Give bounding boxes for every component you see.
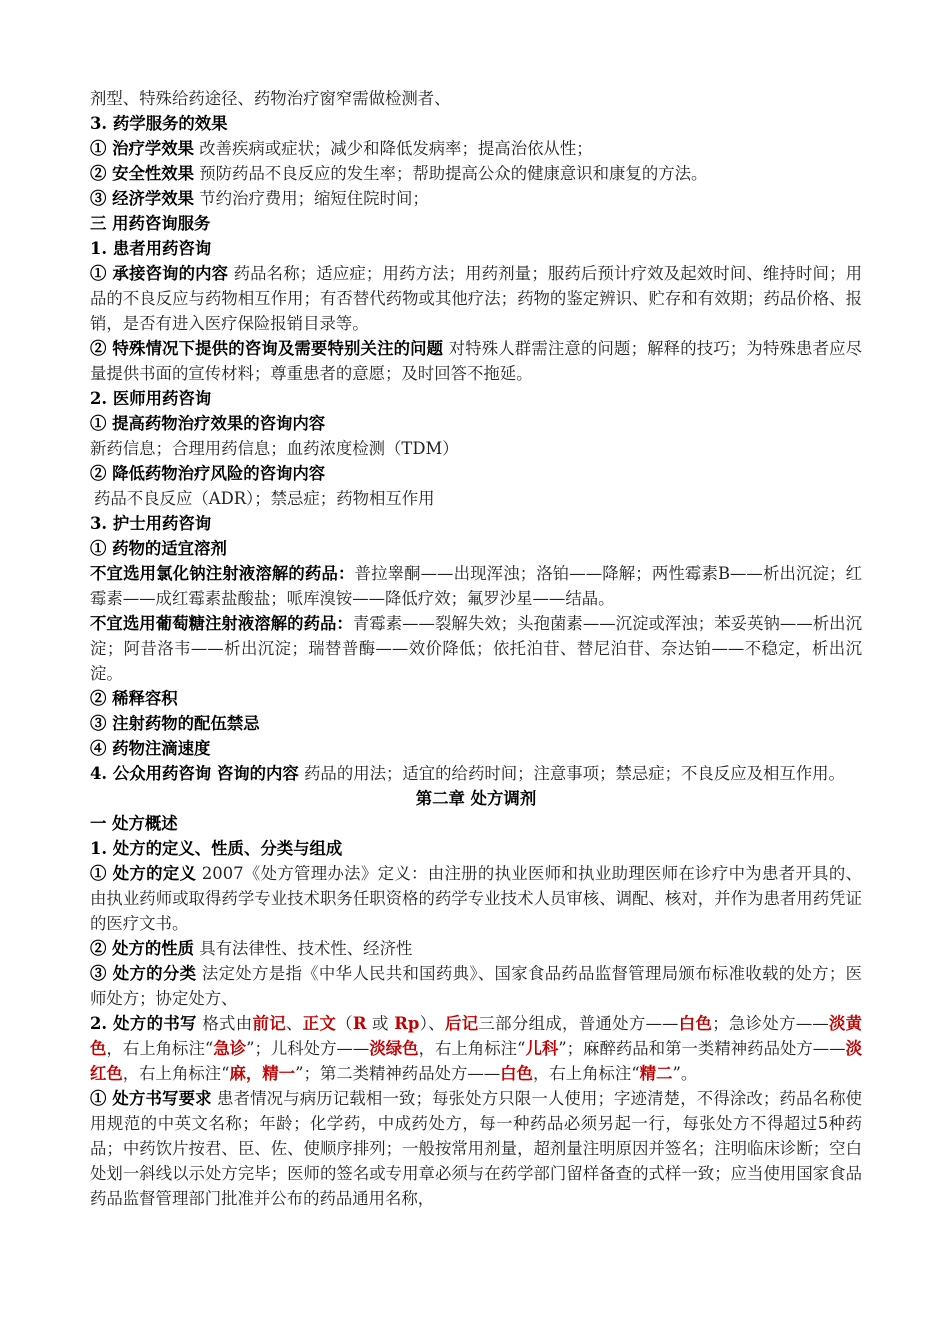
text-run: ，右上角标注“ xyxy=(418,1039,526,1058)
term-text: 预防药品不良反应的发生率；帮助提高公众的健康意识和康复的方法。 xyxy=(199,164,708,183)
term-label: ② 特殊情况下提供的咨询及需要特别关注的问题 xyxy=(90,339,444,358)
highlight-run: 白色 xyxy=(678,1014,713,1033)
term-text: 改善疾病或症状；减少和降低发病率；提高治依从性； xyxy=(199,139,593,158)
term-label: ③ 经济学效果 xyxy=(90,189,195,208)
highlight-run: 后记 xyxy=(444,1014,479,1033)
text-run: （ xyxy=(336,1014,353,1033)
term-text: 2007《处方管理办法》定义：由注册的执业医师和执业助理医师在诊疗中为患者开具的、由执业药师或取得药学专业技术职务任职资格的药学专业技术人员审核、调配、核对，并作为患者用药凭证的医疗文书。 xyxy=(90,864,862,933)
term-label: ② 安全性效果 xyxy=(90,164,195,183)
text-run: ，右上角标注“ xyxy=(106,1039,214,1058)
highlight-run: 淡绿色 xyxy=(369,1039,419,1058)
term-label: ① 治疗学效果 xyxy=(90,139,195,158)
section-heading: 1. 患者用药咨询 xyxy=(90,239,212,258)
text-run: ”。 xyxy=(672,1064,698,1083)
section-heading: 3. 药学服务的效果 xyxy=(90,114,228,133)
highlight-run: 淡红色 xyxy=(90,1039,862,1083)
term-text: 节约治疗费用；缩短住院时间； xyxy=(199,189,429,208)
text-line xyxy=(90,161,862,186)
highlight-run: 白色 xyxy=(500,1064,533,1083)
section-heading: 一 处方概述 xyxy=(90,814,178,833)
term-text: 普拉睾酮——出现浑浊；洛铂——降解；两性霉素B——析出沉淀；红霉素——成红霉素盐酸盐；哌库溴铵——降低疗效；氟罗沙星——结晶。 xyxy=(90,564,862,608)
text-paragraph xyxy=(90,1086,862,1211)
text-line: 药品不良反应（ADR）；禁忌症；药物相互作用 xyxy=(94,489,435,508)
highlight-run: 急诊 xyxy=(213,1039,247,1058)
text-run: ，右上角标注“ xyxy=(532,1064,640,1083)
text-line xyxy=(90,936,862,961)
sub-heading: ② 稀释容积 xyxy=(90,689,178,708)
text-run: ，右上角标注“ xyxy=(122,1064,230,1083)
text-line xyxy=(90,186,862,211)
text-paragraph xyxy=(90,561,862,611)
term-text: 药品名称；适应症；用药方法；用药剂量；服药后预计疗效及起效时间、维持时间；用品的不良反应与药物相互作用；有否替代药物或其他疗法；药物的鉴定辨识、贮存和有效期；药品价格、报销，是否有进入医疗保险报销目录等。 xyxy=(90,264,863,333)
text-paragraph xyxy=(90,961,862,1011)
text-run: ；急诊处方—— xyxy=(712,1014,829,1033)
text-paragraph xyxy=(90,1011,862,1086)
term-text: 药品的用法；适宜的给药时间；注意事项；禁忌症；不良反应及相互作用。 xyxy=(304,764,845,783)
term-text: 患者情况与病历记载相一致；每张处方只限一人使用；字迹清楚，不得涂改；药品名称使用规范的中英文名称；年龄；化学药，中成药处方，每一种药品必须另起一行，每张处方不得超过5种药品；中药饮片按君、臣、佐、使顺序排列；一般按常用剂量，超剂量注明原因并签名；注明临床诊断；空白处划一斜线以示处方完毕；医师的签名或专用章必须与在药学部门留样备查的式样一致；应当使用国家食品药品监督管理部门批准并公布的药品通用名称， xyxy=(90,1089,862,1208)
sub-heading: ① 药物的适宜溶剂 xyxy=(90,539,227,558)
text-run: ”；第二类精神药品处方—— xyxy=(295,1064,501,1083)
term-label: 4. 公众用药咨询 咨询的内容 xyxy=(90,764,299,783)
section-heading: 三 用药咨询服务 xyxy=(90,214,211,233)
term-label: ① 承接咨询的内容 xyxy=(90,264,229,283)
section-heading: 1. 处方的定义、性质、分类与组成 xyxy=(90,839,343,858)
term-text: 对特殊人群需注意的问题；解释的技巧；为特殊患者应尽量提供书面的宣传材料；尊重患者的意愿；及时回答不拖延。 xyxy=(90,339,862,383)
text-run: 三部分组成，普通处方—— xyxy=(478,1014,679,1033)
highlight-run: 精二 xyxy=(639,1064,673,1083)
highlight-run: R xyxy=(352,1014,367,1033)
term-label: 不宜选用葡萄糖注射液溶解的药品： xyxy=(90,614,353,633)
text-run: ）、 xyxy=(419,1014,445,1033)
highlight-run: 麻，精一 xyxy=(229,1064,296,1083)
text-run: ”；麻醉药品和第一类精神药品处方—— xyxy=(558,1039,846,1058)
section-heading: 3. 护士用药咨询 xyxy=(90,514,212,533)
term-label: ② 处方的性质 xyxy=(90,939,195,958)
text-run: 格式由 xyxy=(202,1014,253,1033)
text-paragraph xyxy=(90,761,862,786)
document-page xyxy=(90,86,862,1211)
highlight-run: 正文 xyxy=(302,1014,337,1033)
chapter-title: 第二章 处方调剂 xyxy=(415,789,537,808)
text-run: ”；儿科处方—— xyxy=(246,1039,370,1058)
text-paragraph xyxy=(90,261,862,336)
text-paragraph xyxy=(90,336,862,386)
section-heading: 2. 医师用药咨询 xyxy=(90,389,212,408)
highlight-run: 儿科 xyxy=(525,1039,559,1058)
text-line xyxy=(90,136,862,161)
term-text: 法定处方是指《中华人民共和国药典》、国家食品药品监督管理局颁布标准收载的处方；医师处方；协定处方、 xyxy=(90,964,862,1008)
text-paragraph xyxy=(90,611,862,686)
term-label: 2. 处方的书写 xyxy=(90,1014,197,1033)
text-line: 新药信息；合理用药信息；血药浓度检测（TDM） xyxy=(90,439,459,458)
text-run: 、 xyxy=(285,1014,303,1033)
text-run: 或 xyxy=(366,1014,395,1033)
highlight-run: 前记 xyxy=(252,1014,286,1033)
term-text: 青霉素——裂解失效；头孢菌素——沉淀或浑浊；苯妥英钠——析出沉淀；阿昔洛韦——析出沉淀；瑞替普酶——效价降低；依托泊苷、替尼泊苷、奈达铂——不稳定，析出沉淀。 xyxy=(90,614,862,683)
text-line: 剂型、特殊给药途径、药物治疗窗窄需做检测者、 xyxy=(90,89,451,108)
sub-heading: ④ 药物注滴速度 xyxy=(90,739,211,758)
term-label: ① 处方书写要求 xyxy=(90,1089,212,1108)
sub-heading: ③ 注射药物的配伍禁忌 xyxy=(90,714,260,733)
term-label: ① 处方的定义 xyxy=(90,864,197,883)
term-label: 不宜选用氯化钠注射液溶解的药品： xyxy=(90,564,355,583)
highlight-run: Rp xyxy=(394,1014,420,1033)
sub-heading: ① 提高药物治疗效果的咨询内容 xyxy=(90,414,326,433)
term-text: 具有法律性、技术性、经济性 xyxy=(199,939,413,958)
sub-heading: ② 降低药物治疗风险的咨询内容 xyxy=(90,464,326,483)
highlight-run: 淡黄色 xyxy=(90,1014,863,1058)
text-paragraph xyxy=(90,861,862,936)
term-label: ③ 处方的分类 xyxy=(90,964,197,983)
